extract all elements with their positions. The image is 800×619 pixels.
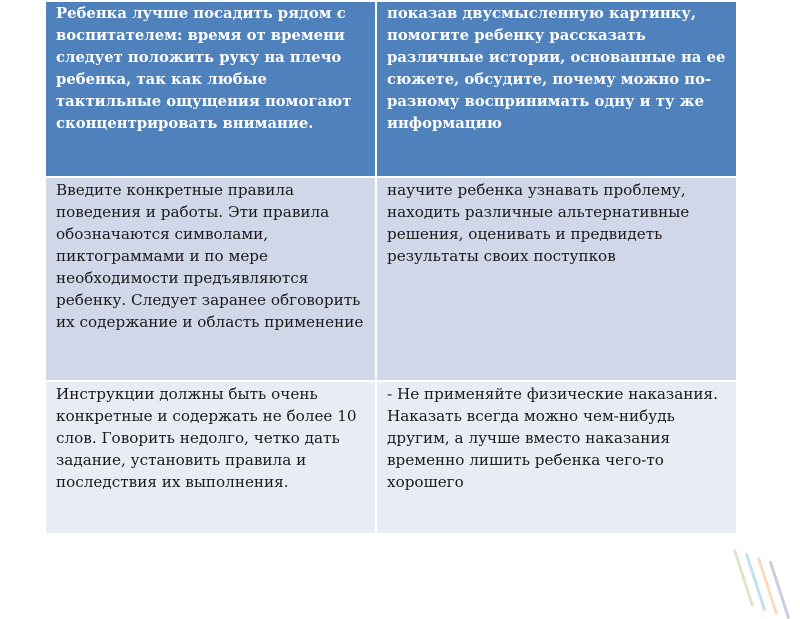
table-header-row xyxy=(45,1,737,177)
decor-stripe xyxy=(745,553,766,611)
table-cell-right: показав двусмысленную картинку, помогите ребенку рассказать различные истории, основанные на ее сюжете, обсудите, почему можно по-разному воспринимать одну и ту же информацию xyxy=(376,1,737,177)
decor-stripe xyxy=(769,561,790,619)
table-cell-left: Ребенка лучше посадить рядом с воспитателем: время от времени следует положить руку на плечо ребенка, так как любые тактильные ощущения помогают сконцентрировать внимание. xyxy=(45,1,376,177)
table-row xyxy=(45,381,737,534)
decor-stripe xyxy=(733,549,754,607)
table-cell-right: научите ребенка узнавать проблему, находить различные альтернативные решения, оценивать и предвидеть результаты своих поступков xyxy=(376,177,737,381)
table-cell-left: Инструкции должны быть очень конкретные и содержать не более 10 слов. Говорить недолго, четко дать задание, установить правила и последствия их выполнения. xyxy=(45,381,376,534)
advice-table xyxy=(44,0,738,535)
table-row xyxy=(45,177,737,381)
table-cell-left: Введите конкретные правила поведения и работы. Эти правила обозначаются символами, пиктограммами и по мере необходимости предъявляются ребенку. Следует заранее обговорить их содержание и область применение xyxy=(45,177,376,381)
table-cell-right: - Не применяйте физические наказания. Наказать всегда можно чем-нибудь другим, а лучше вместо наказания временно лишить ребенка чего-то хорошего xyxy=(376,381,737,534)
decor-stripe xyxy=(757,557,778,615)
